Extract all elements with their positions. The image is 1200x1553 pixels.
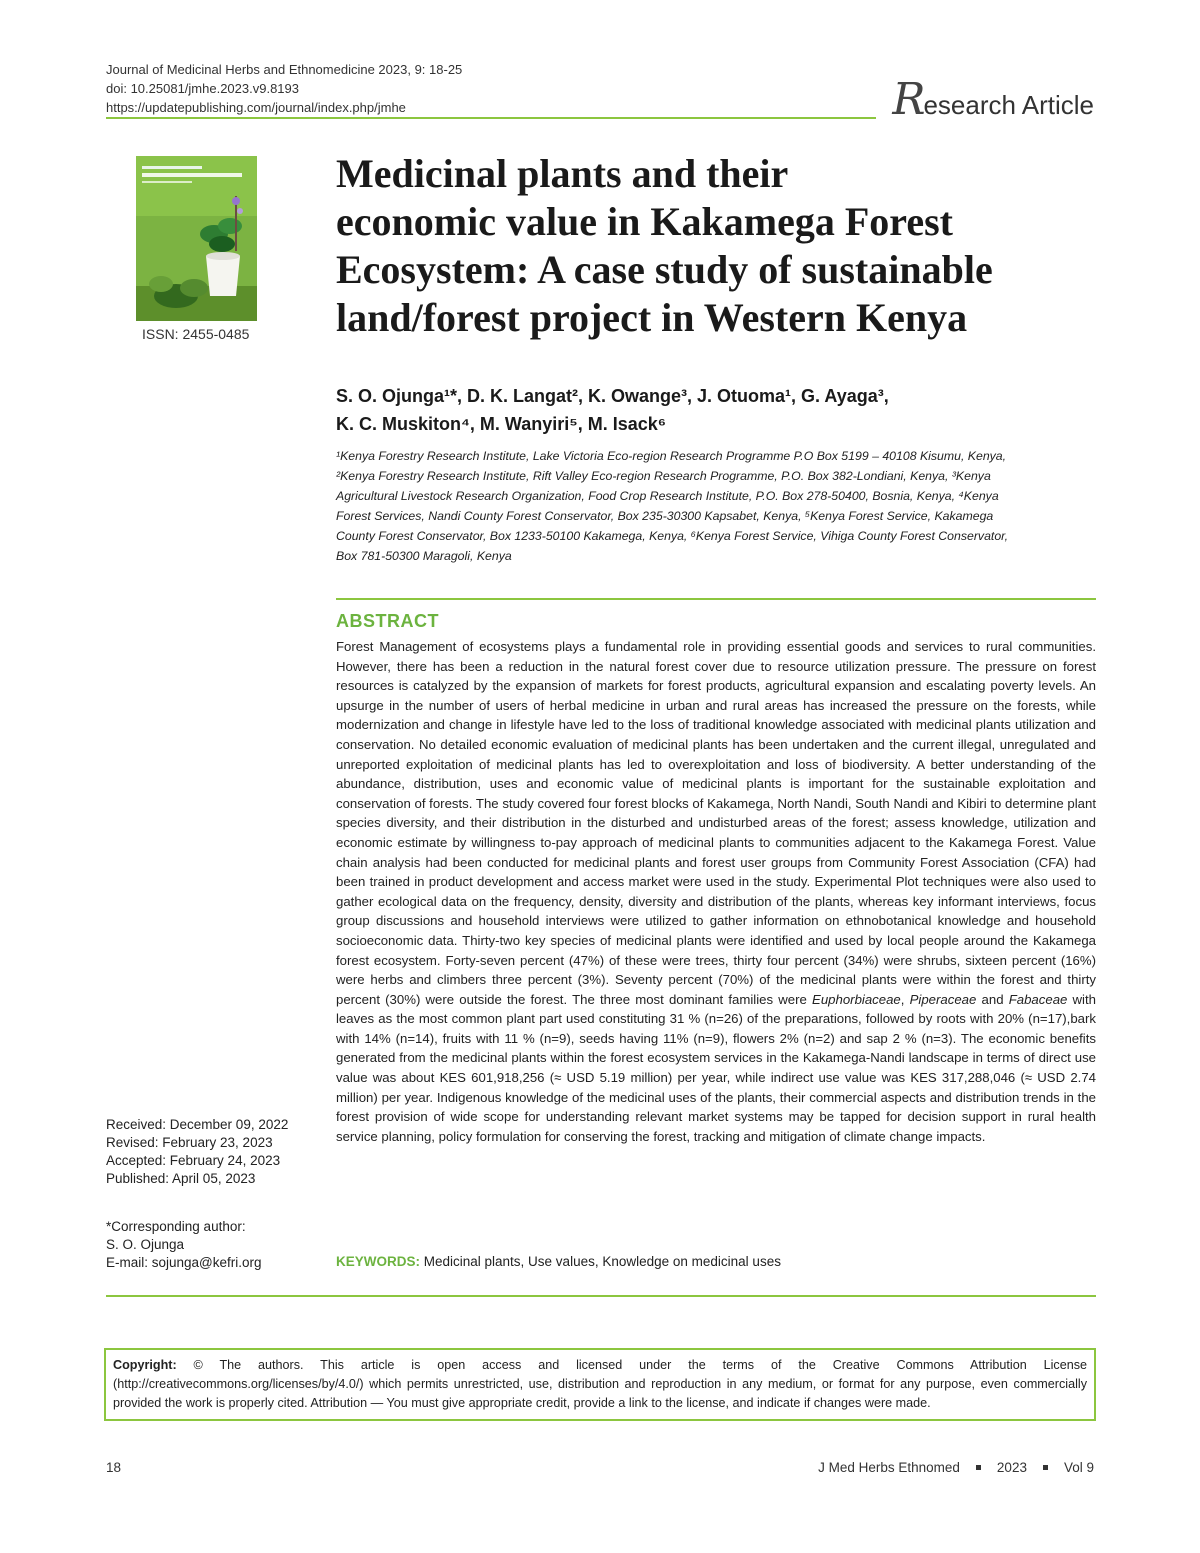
footer-volume: Vol 9 <box>1063 1460 1094 1475</box>
abstract-heading: ABSTRACT <box>336 611 439 631</box>
corresponding-name: S. O. Ojunga <box>106 1237 185 1252</box>
keywords <box>336 1254 781 1269</box>
abstract-text: with leaves as the most common plant part used constituting 31 % (n=26) of the preparations, followed by roots with 20% (n=17),bark with 14% (n=14), fruits with 11 % (n=9), seeds having 11% (n=9), flowers 2% (n=2) and sap 2 % (n=3). The economic benefits generated from the medicinal plants within the forest ecosystem services in the Kakamega-Nandi landscape in terms of direct use value was about KES 601,918,256 (≈ USD 5.19 million) per year, while indirect use value was KES 317,288,046 (≈ USD 2.74 million) per year. Indigenous knowledge of the medicinal uses of the plants, their commercial aspects and distribution trends in the forest provision of wide scope for understanding relevant market systems may be tapped for decision support in rural health service planning, policy formulation for conserving the forest, tracking and mitigation of climate change impacts. <box>336 991 1096 1144</box>
title-line: Medicinal plants and their <box>336 151 789 196</box>
doi[interactable]: doi: 10.25081/jmhe.2023.v9.8193 <box>106 81 299 96</box>
affiliations <box>336 446 1096 566</box>
authors-line: S. O. Ojunga¹*, D. K. Langat², K. Owange³, J. Otuoma¹, G. Ayaga³, <box>336 386 889 406</box>
revised-date: Revised: February 23, 2023 <box>106 1135 273 1150</box>
page-number: 18 <box>106 1460 122 1475</box>
affiliation-line: ¹Kenya Forestry Research Institute, Lake Victoria Eco-region Research Programme P.O Box 5199 – 40108 Kisumu, Kenya, <box>336 449 1007 463</box>
footer-year: 2023 <box>996 1460 1027 1475</box>
article-dates <box>106 1116 288 1188</box>
abstract-top-rule <box>336 598 1096 600</box>
journal-cover-image <box>136 156 257 321</box>
copyright-box <box>104 1348 1096 1421</box>
family-name: Fabaceae <box>1008 991 1068 1007</box>
issn: ISSN: 2455-0485 <box>142 326 250 342</box>
article-type-initial: R <box>892 74 924 125</box>
affiliation-line: ²Kenya Forestry Research Institute, Rift Valley Eco-region Research Programme, P.O. Box 382-Londiani, Kenya, ³Kenya <box>336 469 991 483</box>
keywords-text: Medicinal plants, Use values, Knowledge on medicinal uses <box>420 1254 781 1269</box>
authors <box>336 382 889 438</box>
header-rule <box>106 117 876 119</box>
affiliation-line: County Forest Conservator, Box 1233-50100 Kakamega, Kenya, ⁶Kenya Forest Service, Vihiga County Forest Conservator, <box>336 529 1008 543</box>
family-name: Euphorbiaceae <box>812 991 901 1007</box>
title-line: economic value in Kakamega Forest <box>336 199 953 244</box>
authors-line: K. C. Muskiton⁴, M. Wanyiri⁵, M. Isack⁶ <box>336 414 667 434</box>
received-date: Received: December 09, 2022 <box>106 1117 289 1132</box>
affiliation-line: Forest Services, Nandi County Forest Conservator, Box 235-30300 Kapsabet, Kenya, ⁵Kenya Forest Service, Kakamega <box>336 509 994 523</box>
copyright-text: © The authors. This article is open access and licensed under the terms of the Creative Commons Attribution License (http://creativecommons.org/licenses/by/4.0/) which permits unrestricted, use, distribution and reproduction in any medium, or format for any purpose, even commercially provided the work is properly cited. Attribution — You must give appropriate credit, provide a link to the license, and indicate if changes were made. <box>113 1358 1087 1410</box>
title-line: land/forest project in Western Kenya <box>336 295 968 340</box>
corresponding-label: *Corresponding author: <box>106 1219 246 1234</box>
article-type-label: esearch Article <box>923 90 1094 120</box>
affiliation-line: Box 781-50300 Maragoli, Kenya <box>336 549 512 563</box>
journal-citation: Journal of Medicinal Herbs and Ethnomedicine 2023, 9: 18-25 <box>106 62 463 77</box>
keywords-label: KEYWORDS: <box>336 1254 420 1269</box>
corresponding-author <box>106 1218 262 1272</box>
bullet-separator <box>976 1465 981 1470</box>
footer-journal-info <box>818 1460 1094 1475</box>
journal-info <box>106 60 462 117</box>
keywords-bottom-rule <box>106 1295 1096 1297</box>
article-title <box>336 150 1096 342</box>
abstract-body <box>336 637 1096 1146</box>
abstract-text: Forest Management of ecosystems plays a fundamental role in providing essential goods and services to rural communities. However, there has been a reduction in the natural forest cover due to resource utilization pressure. The pressure on forest resources is catalyzed by the expansion of markets for forest products, agricultural expansion and escalating poverty levels. An upsurge in the number of users of herbal medicine in urban and rural areas has increased the pressure on the forests, while modernization and change in lifestyle have led to the loss of traditional knowledge associated with medicinal plants utilization and conservation. No detailed economic evaluation of medicinal plants has been undertaken and the current illegal, unregulated and unreported exploitation of medicinal plants has led to overexploitation and loss of biodiversity. A better understanding of the abundance, distribution, uses and economic value of medicinal plants is important for the sustainable exploitation and conservation of forests. The study covered four forest blocks of Kakamega, North Nandi, South Nandi and Kibiri to determine plant species diversity, and their distribution in the disturbed and undisturbed areas of the forest; assess knowledge, utilization and economic estimate by willingness to-pay approach of medicinal plants to communities adjacent to the Kakamega Forest. Value chain analysis had been conducted for medicinal plants and forest user groups from Community Forest Association (CFA) had been trained in product development and access market were used in the study. Experimental Plot techniques were also used to gather ecological data on the frequency, density, diversity and distribution of the plants, whereas key informant interviews, focus group discussions and household interviews were utilized to gather information on ethnobotanical knowledge and household socioeconomic data. Thirty-two key species of medicinal plants were identified and used by local people around the Kakamega forest ecosystem. Forty-seven percent (47%) of these were trees, thirty four percent (34%) were shrubs, sixteen percent (16%) were herbs and climbers three percent (3%). Seventy percent (70%) of the medicinal plants were within the forest and thirty percent (30%) were outside the forest. The three most dominant families were <box>336 639 1096 1007</box>
published-date: Published: April 05, 2023 <box>106 1171 256 1186</box>
footer-journal-abbrev: J Med Herbs Ethnomed <box>818 1460 960 1475</box>
copyright-label: Copyright: <box>113 1358 177 1372</box>
family-name: Piperaceae <box>909 991 977 1007</box>
affiliation-line: Agricultural Livestock Research Organization, Food Crop Research Institute, P.O. Box 278-50400, Bosnia, Kenya, ⁴Kenya <box>336 489 999 503</box>
journal-url[interactable]: https://updatepublishing.com/journal/index.php/jmhe <box>106 100 406 115</box>
title-line: Ecosystem: A case study of sustainable <box>336 247 993 292</box>
bullet-separator <box>1043 1465 1048 1470</box>
article-type <box>892 74 1094 125</box>
abstract-text: and <box>976 991 1009 1007</box>
accepted-date: Accepted: February 24, 2023 <box>106 1153 281 1168</box>
abstract-text: , <box>900 991 910 1007</box>
corresponding-email[interactable]: E-mail: sojunga@kefri.org <box>106 1255 262 1270</box>
